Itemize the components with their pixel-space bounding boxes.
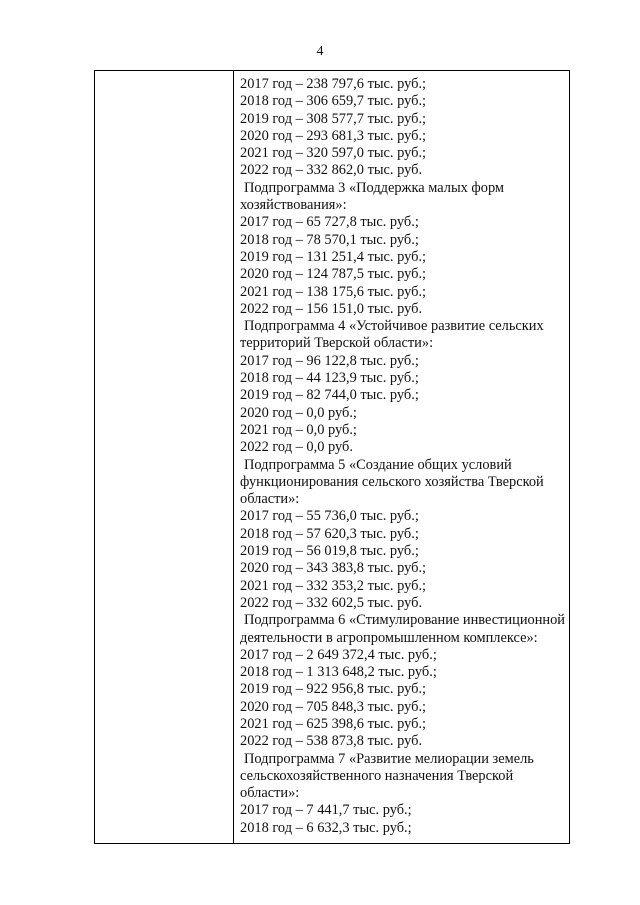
text-line: 2018 год – 1 313 648,2 тыс. руб.;	[240, 664, 437, 681]
subprogram-heading: сельскохозяйственного назначения Тверской	[240, 767, 514, 784]
subprogram-heading: области»:	[240, 785, 300, 802]
text-line: 2022 год – 332 862,0 тыс. руб.	[240, 162, 423, 179]
text-line: 2018 год – 6 632,3 тыс. руб.;	[240, 819, 412, 836]
text-line: 2022 год – 332 602,5 тыс. руб.	[240, 594, 423, 611]
text-line: 2017 год – 7 441,7 тыс. руб.;	[240, 802, 412, 819]
subprogram-heading: области»:	[240, 491, 300, 508]
text-line: 2021 год – 332 353,2 тыс. руб.;	[240, 577, 427, 594]
subprogram-heading: Подпрограмма 4 «Устойчивое развитие сельских	[244, 318, 544, 335]
text-line: 2020 год – 124 787,5 тыс. руб.;	[240, 266, 427, 283]
subprogram-heading: деятельности в агропромышленном комплексе»:	[240, 629, 538, 646]
text-line: 2017 год – 55 736,0 тыс. руб.;	[240, 508, 419, 525]
text-line: 2017 год – 96 122,8 тыс. руб.;	[240, 352, 419, 369]
funding-table	[94, 70, 570, 844]
text-line: 2019 год – 56 019,8 тыс. руб.;	[240, 543, 419, 560]
subprogram-heading: Подпрограмма 3 «Поддержка малых форм	[244, 179, 505, 196]
subprogram-heading: хозяйствования»:	[240, 197, 347, 214]
text-line: 2019 год – 922 956,8 тыс. руб.;	[240, 681, 427, 698]
text-line: 2020 год – 293 681,3 тыс. руб.;	[240, 127, 427, 144]
text-line: 2022 год – 0,0 руб.	[240, 439, 353, 456]
text-line: 2021 год – 0,0 руб.;	[240, 421, 357, 438]
text-line: 2018 год – 57 620,3 тыс. руб.;	[240, 525, 419, 542]
subprogram-heading: Подпрограмма 7 «Развитие мелиорации земель	[244, 750, 534, 767]
subprogram-heading: территорий Тверской области»:	[240, 335, 434, 352]
text-line: 2018 год – 78 570,1 тыс. руб.;	[240, 231, 419, 248]
subprogram-heading: Подпрограмма 6 «Стимулирование инвестиционной	[244, 612, 566, 629]
text-line: 2017 год – 65 727,8 тыс. руб.;	[240, 214, 419, 231]
text-line: 2022 год – 156 151,0 тыс. руб.	[240, 300, 423, 317]
subprogram-heading: Подпрограмма 5 «Создание общих условий	[244, 456, 512, 473]
text-line: 2019 год – 131 251,4 тыс. руб.;	[240, 248, 427, 265]
text-line: 2021 год – 320 597,0 тыс. руб.;	[240, 145, 427, 162]
text-line: 2020 год – 0,0 руб.;	[240, 404, 357, 421]
funding-text-column	[240, 76, 566, 837]
text-line: 2018 год – 44 123,9 тыс. руб.;	[240, 370, 419, 387]
text-line: 2021 год – 625 398,6 тыс. руб.;	[240, 715, 427, 732]
text-line: 2019 год – 82 744,0 тыс. руб.;	[240, 387, 419, 404]
text-line: 2018 год – 306 659,7 тыс. руб.;	[240, 93, 427, 110]
column-divider	[233, 71, 234, 843]
text-line: 2019 год – 308 577,7 тыс. руб.;	[240, 110, 427, 127]
text-line: 2021 год – 138 175,6 тыс. руб.;	[240, 283, 427, 300]
text-line: 2020 год – 343 383,8 тыс. руб.;	[240, 560, 427, 577]
text-line: 2020 год – 705 848,3 тыс. руб.;	[240, 698, 427, 715]
subprogram-heading: функционирования сельского хозяйства Тверской	[240, 473, 544, 490]
text-line: 2017 год – 238 797,6 тыс. руб.;	[240, 76, 427, 92]
text-line: 2022 год – 538 873,8 тыс. руб.	[240, 733, 423, 750]
page-number: 4	[316, 44, 324, 59]
text-line: 2017 год – 2 649 372,4 тыс. руб.;	[240, 646, 437, 663]
